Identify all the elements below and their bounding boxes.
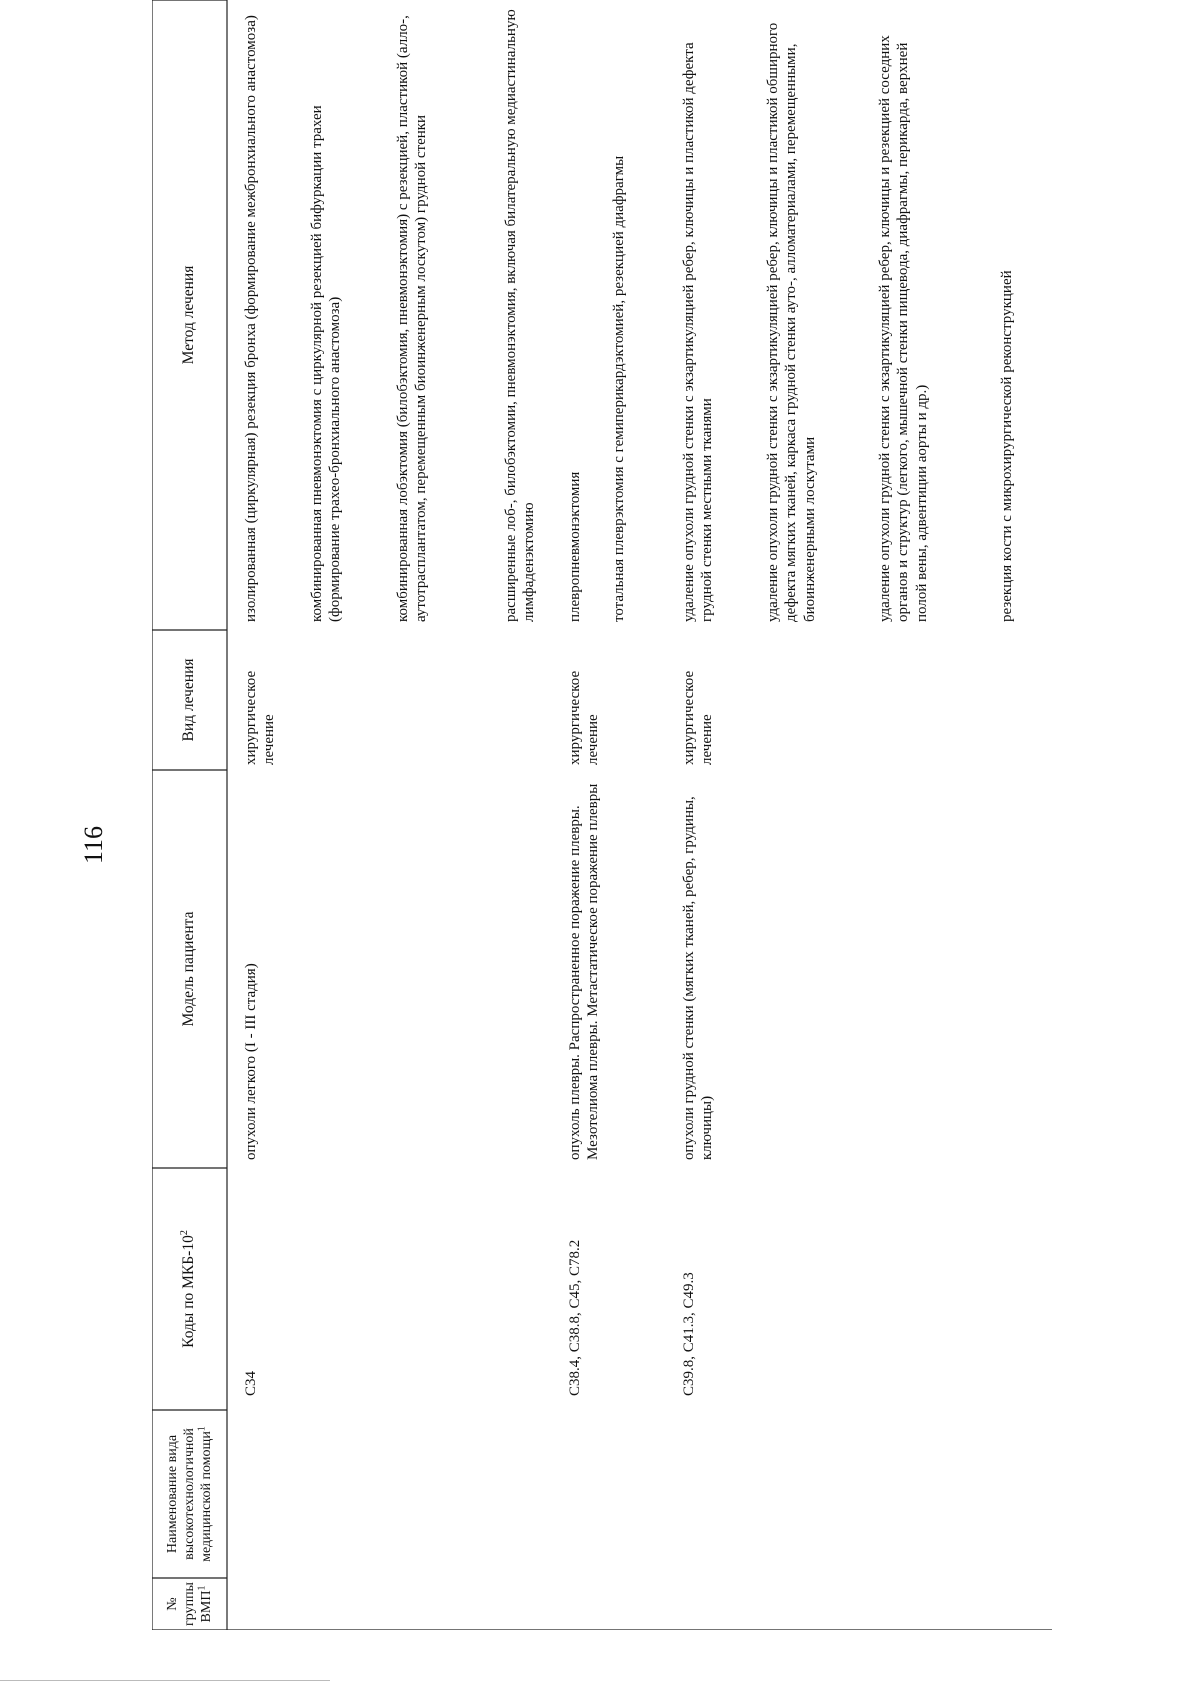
row-1-type: хирургическое лечение: [243, 670, 278, 765]
header-col-treatment-type: Вид лечения: [180, 658, 198, 742]
row-1-method-1: изолированная (циркулярная) резекция бронха (формирование межбронхиального анастомоза): [243, 15, 259, 622]
page-number: 116: [79, 825, 108, 865]
header-col-group-no: № группы ВМП$^1$: [164, 1582, 215, 1626]
rotated-table-area: [152, 0, 1052, 1630]
row-1-method-3: комбинированная лобэктомия (билобэктомия, пневмонэктомия) с резекцией, пластикой (алло-, аутотрасплантатом, перемещенным биоинженерным лоскутом) грудной стенки: [395, 15, 430, 622]
header-col-treatment-method: Метод лечения: [180, 265, 198, 365]
header-col-vmp-name: Наименование вида высокотехнологичной медицинской помощи$^1$: [164, 1426, 215, 1562]
row-3-model: опухоли грудной стенки (мягких тканей, ребер, грудины, ключицы): [681, 796, 716, 1160]
scan-edge-line: [0, 1680, 330, 1681]
row-3-method-4: резекция кости с микрохирургической реконструкцией: [999, 270, 1015, 622]
row-2-method-1: плевропневмонэктомия: [567, 471, 583, 622]
row-3-type: хирургическое лечение: [681, 670, 716, 765]
row-1-codes: C34: [243, 1370, 259, 1396]
row-3-method-1: удаление опухоли грудной стенки с экзартикуляцией ребер, ключицы и пластикой дефекта грудной стенки местными тканями: [681, 42, 716, 622]
row-2-type: хирургическое лечение: [567, 670, 602, 765]
row-2-codes: C38.4, C38.8, C45, C78.2: [567, 1239, 583, 1396]
row-1-model: опухоли легкого (I - III стадия): [243, 963, 259, 1160]
header-col-icd-codes: Коды по МКБ-$10^2$: [178, 1230, 198, 1348]
row-3-codes: C39.8, C41.3, C49.3: [681, 1272, 697, 1396]
row-2-method-2: тотальная плеврэктомия с гемиперикардэктомией, резекцией диафрагмы: [611, 155, 627, 622]
header-col-patient-model: Модель пациента: [180, 911, 198, 1027]
row-2-model: опухоль плевры. Распространенное поражение плевры. Мезотелиома плевры. Метастатическое поражение плевры: [567, 783, 602, 1160]
row-3-method-2: удаление опухоли грудной стенки с экзартикуляцией ребер, ключицы и пластикой обширного дефекта мягких тканей, каркаса грудной стенки ауто-, алломатериалами, перемещенными, биоинженерными лоскутами: [765, 22, 818, 622]
row-3-method-3: удаление опухоли грудной стенки с экзартикуляцией ребер, ключицы и резекцией соседних органов и структур (легкого, мышечной стенки пищевода, диафрагмы, перикарда, верхней полой вены, адвентиции аорты и др.): [877, 35, 930, 622]
row-1-method-4: расширенные лоб-, билобэктомии, пневмонэктомия, включая билатеральную медиастинальную лимфаденэктомию: [503, 9, 538, 622]
row-1-method-2: комбинированная пневмонэктомия с циркулярной резекцией бифуркации трахеи (формирование трахео-бронхиального анастомоза): [309, 105, 344, 622]
